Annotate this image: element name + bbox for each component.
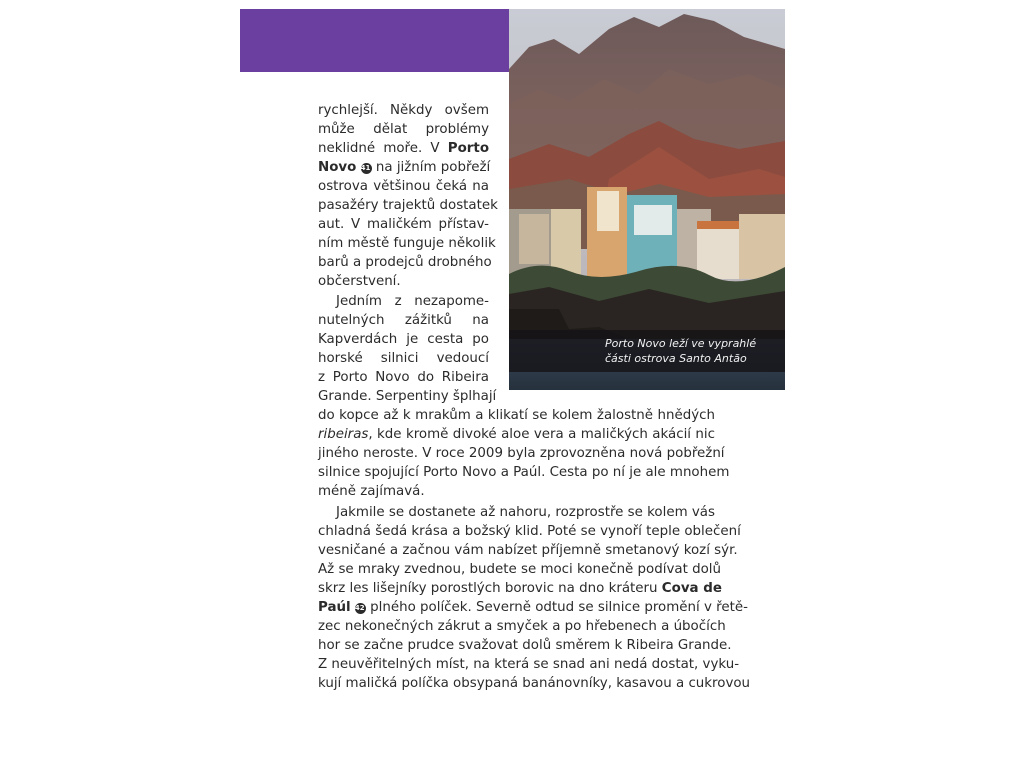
text-line: zec nekonečných zákrut a smyček a po hřebenech a úbočích [318,619,726,634]
text-line: do kopce až k mrakům a klikatí se kolem žalostně hnědých [318,408,715,423]
text-run: skrz les lišejníky porostlých borovic na dno kráteru [318,581,658,596]
text-line [318,158,489,177]
place-name-porto-novo: Porto [447,141,490,156]
text-line [318,425,715,444]
text-line: méně zajímavá. [318,484,425,499]
text-line [318,139,489,158]
place-name-porto-novo-cont: Novo [318,160,357,175]
porto-novo-photo [509,9,785,390]
text-line: z Porto Novo do Ribeira [318,370,489,385]
term-ribeiras: ribeiras [318,427,369,442]
photo-caption [509,330,785,372]
text-line: Grande. Serpentiny šplhají [318,389,497,404]
text-line: hor se začne prudce svažovat dolů směrem k Ribeira Grande. [318,638,732,653]
text-line: aut. V maličkém přístav- [318,217,489,232]
text-line: Jedním z nezapome- [336,294,489,309]
caption-line-2: části ostrova Santo Antão [605,352,747,365]
text-run: na jižním pobřeží [375,160,491,175]
text-run: plného políček. Severně odtud se silnice promění v řetě- [370,600,748,615]
marker-42: 42 [354,604,365,612]
text-line: ním městě funguje několik [318,236,496,251]
purple-header-band [240,9,509,72]
text-line: Z neuvěřitelných míst, na která se snad ani nedá dostat, vyku- [318,657,740,672]
text-line [318,579,722,598]
text-line: vesničané a začnou vám nabízet příjemně smetanový kozí sýr. [318,543,738,558]
text-line: pasažéry trajektů dostatek [318,198,498,213]
text-line: ostrova většinou čeká na [318,179,489,194]
text-line: Jakmile se dostanete až nahoru, rozprostře se kolem vás [336,505,715,520]
text-line: Až se mraky zvednou, budete se moci konečně podívat dolů [318,562,722,577]
text-run: neklidné moře. V [318,141,440,156]
marker-41: 41 [360,164,371,172]
place-name-cova-de-paul: Cova de [661,581,722,596]
text-line: silnice spojující Porto Novo a Paúl. Cesta po ní je ale mnohem [318,465,730,480]
text-line: nutelných zážitků na [318,313,489,328]
text-line [318,598,748,617]
text-run: , kde kromě divoké aloe vera a maličkých akácií nic [368,427,715,442]
text-line: barů a prodejců drobného [318,255,492,270]
text-line: Kapverdách je cesta po [318,332,489,347]
place-name-cova-de-paul-cont: Paúl [318,600,351,615]
text-line: chladná šedá krása a božský klid. Poté se vynoří teple oblečení [318,524,741,539]
text-line: může dělat problémy [318,122,489,137]
text-line: horské silnici vedoucí [318,351,489,366]
caption-line-1: Porto Novo leží ve vyprahlé [605,337,757,350]
text-line: rychlejší. Někdy ovšem [318,103,489,118]
text-line: kují maličká políčka obsypaná banánovníky, kasavou a cukrovou [318,676,751,691]
text-line: jiného neroste. V roce 2009 byla zprovozněna nová pobřežní [318,446,725,461]
text-line: občerstvení. [318,274,401,289]
